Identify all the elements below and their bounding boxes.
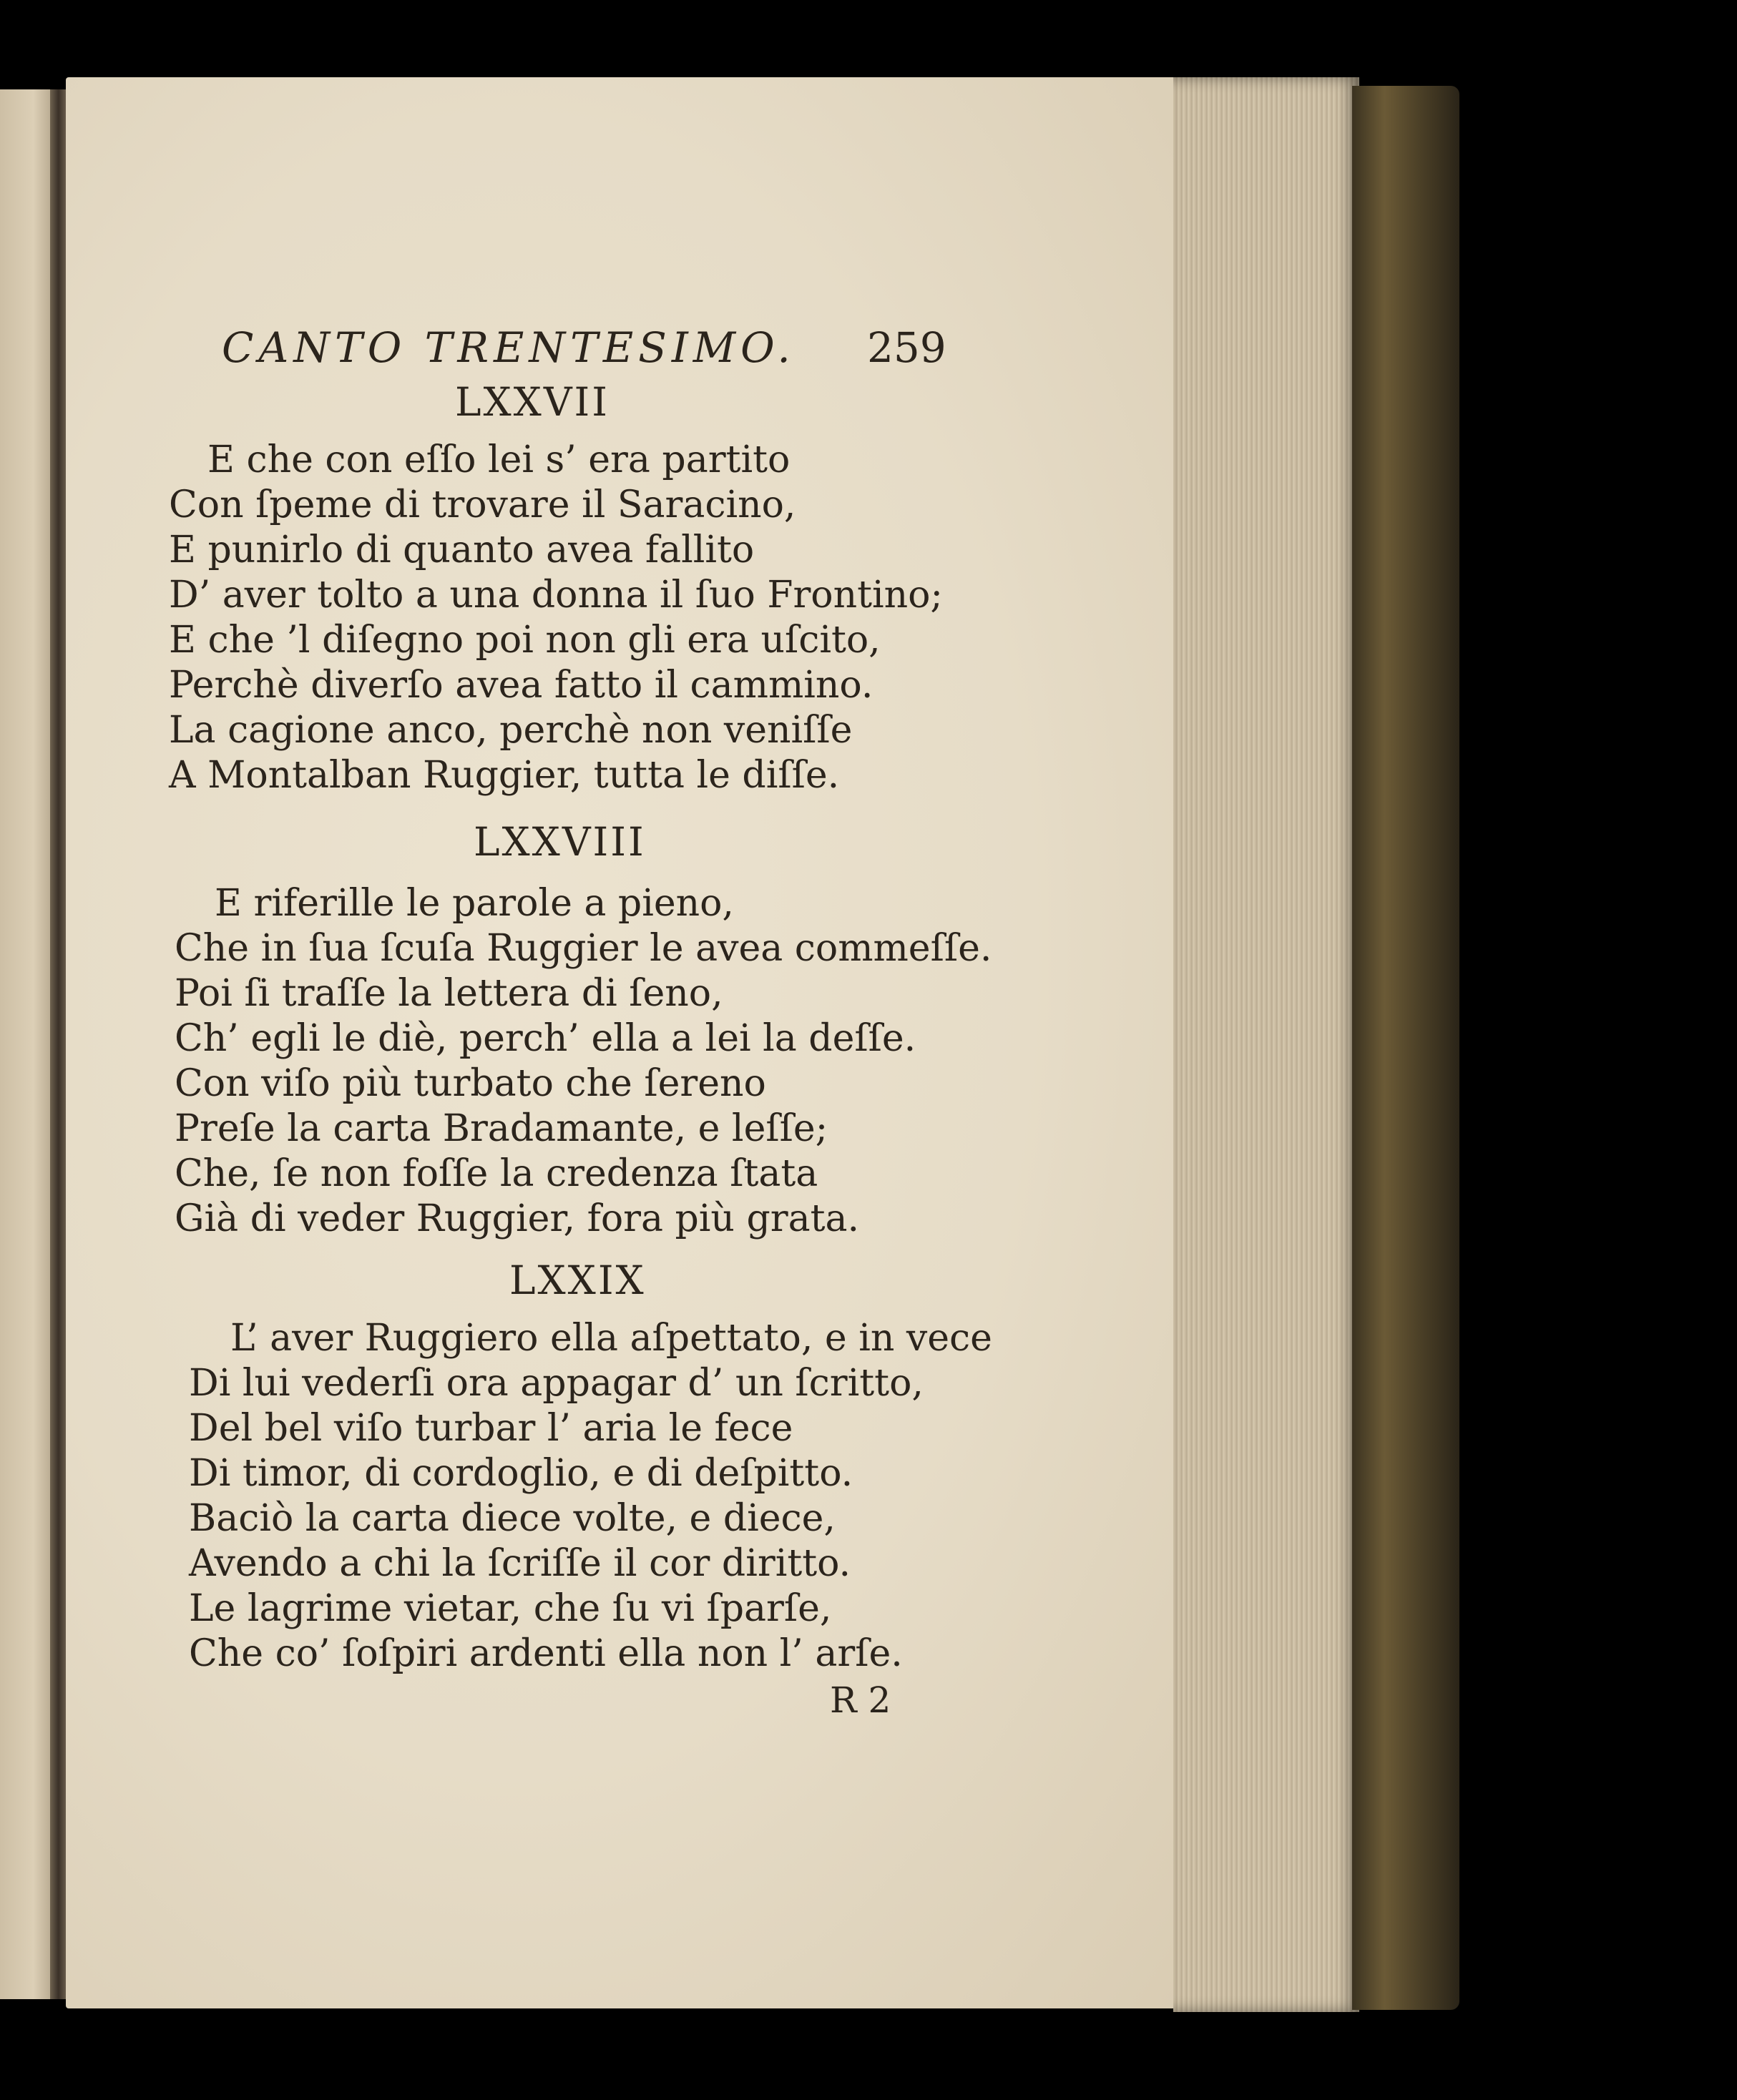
verse-line: D’ aver tolto a una donna il ſuo Frontino;: [169, 574, 943, 617]
verse-line: E riferille le parole a pieno,: [215, 882, 734, 925]
page-number: 259: [867, 323, 946, 372]
verse-line: Con ſpeme di trovare il Saracino,: [169, 484, 796, 526]
verse-line: L’ aver Ruggiero ella aſpettato, e in vece: [230, 1317, 992, 1360]
verse-line: Che co’ ſoſpiri ardenti ella non l’ arſe.: [189, 1632, 903, 1675]
stanza-number: LXXVIII: [474, 819, 646, 865]
page-block-edges: [1173, 77, 1359, 2012]
verse-line: Baciò la carta diece volte, e diece,: [189, 1497, 836, 1540]
verse-line: Già di veder Ruggier, fora più grata.: [175, 1197, 860, 1240]
verse-line: La cagione anco, perchè non veniſſe: [169, 709, 853, 752]
running-title: CANTO TRENTESIMO.: [222, 323, 796, 372]
verse-line: Perchè diverſo avea fatto il cammino.: [169, 664, 874, 707]
book-cover-edge: [1352, 86, 1459, 2010]
verse-line: Ch’ egli le diè, perch’ ella a lei la deſſe.: [175, 1017, 916, 1060]
verse-line: Di lui vederſi ora appagar d’ un ſcritto,: [189, 1362, 924, 1405]
verse-line: Le lagrime vietar, che ſu vi ſparſe,: [189, 1587, 832, 1630]
verse-line: E punirlo di quanto avea fallito: [169, 529, 755, 571]
verse-line: Del bel viſo turbar l’ aria le fece: [189, 1407, 793, 1450]
verse-line: Che, ſe non foſſe la credenza ſtata: [175, 1152, 818, 1195]
verse-line: E che con eſſo lei s’ era partito: [207, 438, 791, 481]
stanza-number: LXXIX: [509, 1257, 646, 1303]
verse-line: Preſe la carta Bradamante, e leſſe;: [175, 1107, 828, 1150]
verse-line: Di timor, di cordoglio, e di deſpitto.: [189, 1452, 853, 1495]
verse-line: Avendo a chi la ſcriſſe il cor diritto.: [189, 1542, 851, 1585]
verse-line: A Montalban Ruggier, tutta le diſſe.: [169, 754, 840, 797]
stanza-number: LXXVII: [455, 379, 610, 425]
verse-line: E che ’l diſegno poi non gli era uſcito,: [169, 619, 881, 662]
verse-line: Con viſo più turbato che ſereno: [175, 1062, 766, 1105]
signature-mark: R 2: [830, 1679, 891, 1721]
verse-line: Poi ſi traſſe la lettera di ſeno,: [175, 972, 723, 1015]
verse-line: Che in ſua ſcuſa Ruggier le avea commeſſe.: [175, 927, 992, 970]
